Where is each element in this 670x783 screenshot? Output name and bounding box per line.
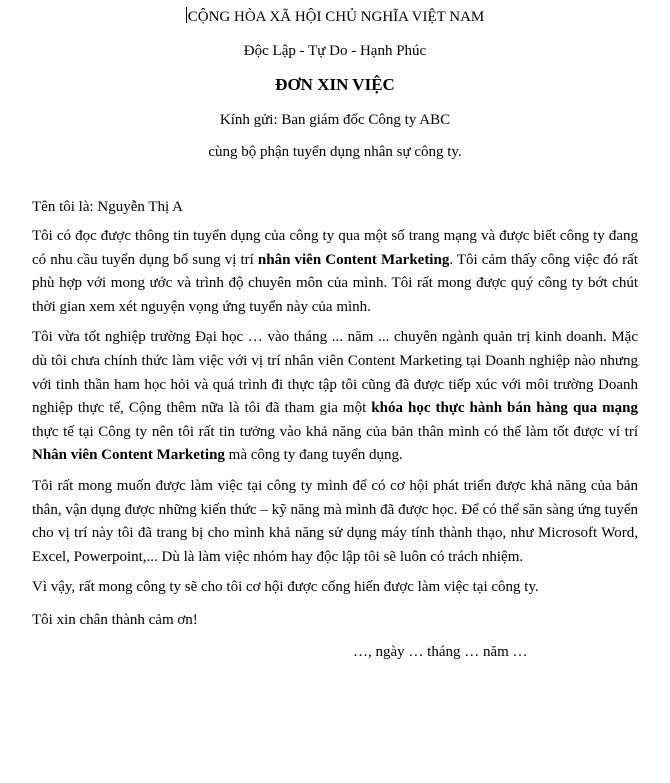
paragraph-skills: Tôi rất mong muốn được làm việc tại công ty mình để có cơ hội phát triển được khả năng của bản thân, vận dụng được những kiến thức – kỹ năng mà mình đã được học. Để có thể săn sàng ứng tuyển cho vị trí này tôi đã trang bị cho mình khả năng sử dụng máy tính thành thạo, như Microsoft Word, Excel, Powerpoint,... Dù là làm việc nhóm hay độc lập tôi sẽ luôn có trách nhiệm. [32,477,638,565]
national-header [32,6,638,27]
date-line: …, ngày … tháng … năm … [353,643,528,660]
bold-position-text: nhân viên Content Marketing [257,251,450,268]
applicant-name-line: Tên tôi là: Nguyễn Thị A [32,199,183,215]
document-title: ĐƠN XIN VIỆC [275,75,395,94]
national-motto: Độc Lập - Tự Do - Hạnh Phúc [243,43,427,59]
paragraph-text: thực tế tại Công ty nên tôi rất tin tưởng vào khả năng của bản thân mình có thể làm tốt được ví trí [32,423,638,440]
closing-thanks: Tôi xin chân thành cảm ơn! [32,611,198,628]
paragraph-text: Tôi vừa tốt nghiệp trường Đại học … vào tháng ... năm ... chuyên ngành quản trị kinh doanh. Mặc dù tôi chưa chính thức làm việc với vị trí nhân viên Content Marketing tại Doanh nghiệp nào nhưng với tinh thần ham học hỏi và quá trình đi thực tập tôi cũng đã được tiếp xúc với môi trường Doanh nghiệp thực tế, Cộng thêm nữa là tôi đã tham gia một [32,329,638,417]
recipient-line-2: cùng bộ phận tuyển dụng nhân sự công ty. [208,144,462,160]
paragraph-request: Vì vậy, rất mong công ty sẽ cho tôi cơ hội được cống hiến được làm việc tại công ty. [32,579,539,596]
paragraph-education [32,326,638,468]
recipient-line-1: Kính gửi: Ban giám đốc Công ty ABC [219,112,451,128]
paragraph-text: Tôi có đọc được thông tin tuyển dụng của công ty qua một số trang mạng và được biết công ty đang có nhu cầu tuyển dụng bổ sung vị trí [32,228,638,268]
paragraph-introduction [32,225,638,319]
bold-position-text: Nhân viên Content Marketing [32,447,225,464]
text-cursor [186,7,187,23]
paragraph-text: . Tôi cảm thấy công việc đó rất phù hợp với mong ước và trình độ chuyên môn của mình. Tôi rất mong được quý công ty bớt chút thời gian xem xét nguyện vọng ứng tuyển này của mình. [32,251,638,315]
paragraph-text: mà công ty đang tuyển dụng. [224,447,403,464]
bold-course-text: khóa học thực hành bán hàng qua mạng [371,400,638,417]
national-header-text: CỘNG HÒA XÃ HỘI CHỦ NGHĨA VIỆT NAM [187,9,485,25]
